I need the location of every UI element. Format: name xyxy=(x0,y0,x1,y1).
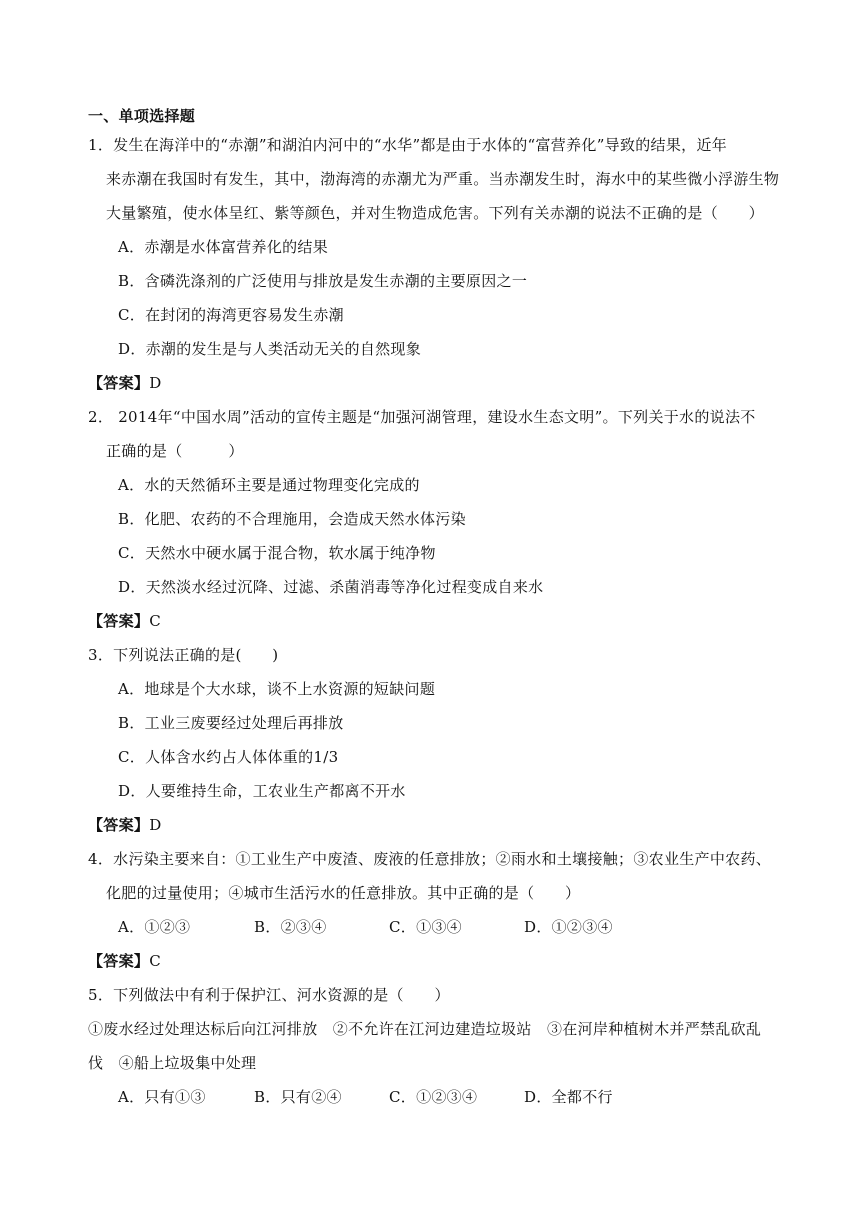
question-stem-line: 3．下列说法正确的是( ) xyxy=(88,646,279,664)
question-stem-line: 5．下列做法中有利于保护江、河水资源的是（ ） xyxy=(88,986,450,1004)
option-c: C．天然水中硬水属于混合物，软水属于纯净物 xyxy=(118,544,436,562)
answer-label: 【答案】 xyxy=(88,612,150,630)
question-stem-line: 4．水污染主要来自：①工业生产中废渣、废液的任意排放；②雨水和土壤接触；③农业生产中农药、 xyxy=(88,850,772,868)
option-a: A．只有①③ xyxy=(118,1088,206,1106)
answer-label: 【答案】 xyxy=(88,816,150,834)
option-b: B．②③④ xyxy=(254,918,327,936)
option-c: C．①③④ xyxy=(389,918,462,936)
option-b: B．化肥、农药的不合理施用，会造成天然水体污染 xyxy=(118,510,466,528)
options-row xyxy=(0,1087,860,1107)
question-stem-line: ①废水经过处理达标后向江河排放 ②不允许在江河边建造垃圾站 ③在河岸种植树木并严禁乱砍乱 xyxy=(88,1020,762,1038)
options-row xyxy=(0,917,860,937)
answer-label: 【答案】 xyxy=(88,952,150,970)
section-title: 一、单项选择题 xyxy=(88,107,196,125)
option-a: A．水的天然循环主要是通过物理变化完成的 xyxy=(118,476,420,494)
option-c: C．人体含水约占人体体重的1/3 xyxy=(118,748,339,766)
option-d: D．赤潮的发生是与人类活动无关的自然现象 xyxy=(118,340,422,358)
option-d: D．人要维持生命，工农业生产都离不开水 xyxy=(118,782,406,800)
answer xyxy=(88,815,162,835)
question-stem-line: 化肥的过量使用；④城市生活污水的任意排放。其中正确的是（ ） xyxy=(106,884,581,902)
option-a: A．①②③ xyxy=(118,918,191,936)
answer-value: C xyxy=(149,612,161,630)
option-d: D．全都不行 xyxy=(524,1088,613,1106)
answer xyxy=(88,951,161,971)
answer xyxy=(88,373,162,393)
answer xyxy=(88,611,161,631)
question-stem-line: 来赤潮在我国时有发生，其中，渤海湾的赤潮尤为严重。当赤潮发生时，海水中的某些微小浮游生物 xyxy=(106,170,780,188)
option-c: C．在封闭的海湾更容易发生赤潮 xyxy=(118,306,344,324)
question-stem-line: 正确的是（ ） xyxy=(106,442,244,460)
option-b: B．含磷洗涤剂的广泛使用与排放是发生赤潮的主要原因之一 xyxy=(118,272,528,290)
question-stem-line: 2． 2014年“中国水周”活动的宣传主题是“加强河湖管理，建设水生态文明”。下列关于水的说法不 xyxy=(88,408,756,426)
option-a: A．赤潮是水体富营养化的结果 xyxy=(118,238,329,256)
question-stem-line: 伐 ④船上垃圾集中处理 xyxy=(88,1054,257,1072)
option-c: C．①②③④ xyxy=(389,1088,478,1106)
answer-value: D xyxy=(149,374,162,392)
answer-label: 【答案】 xyxy=(88,374,150,392)
answer-value: D xyxy=(149,816,162,834)
option-d: D．天然淡水经过沉降、过滤、杀菌消毒等净化过程变成自来水 xyxy=(118,578,544,596)
question-stem-line: 1．发生在海洋中的“赤潮”和湖泊内河中的“水华”都是由于水体的“富营养化”导致的结果，近年 xyxy=(88,136,728,154)
answer-value: C xyxy=(149,952,161,970)
option-a: A．地球是个大水球，谈不上水资源的短缺问题 xyxy=(118,680,436,698)
option-b: B．工业三废要经过处理后再排放 xyxy=(118,714,344,732)
question-stem-line: 大量繁殖，使水体呈红、紫等颜色，并对生物造成危害。下列有关赤潮的说法不正确的是（ ） xyxy=(106,204,764,222)
option-d: D．①②③④ xyxy=(524,918,613,936)
option-b: B．只有②④ xyxy=(254,1088,342,1106)
